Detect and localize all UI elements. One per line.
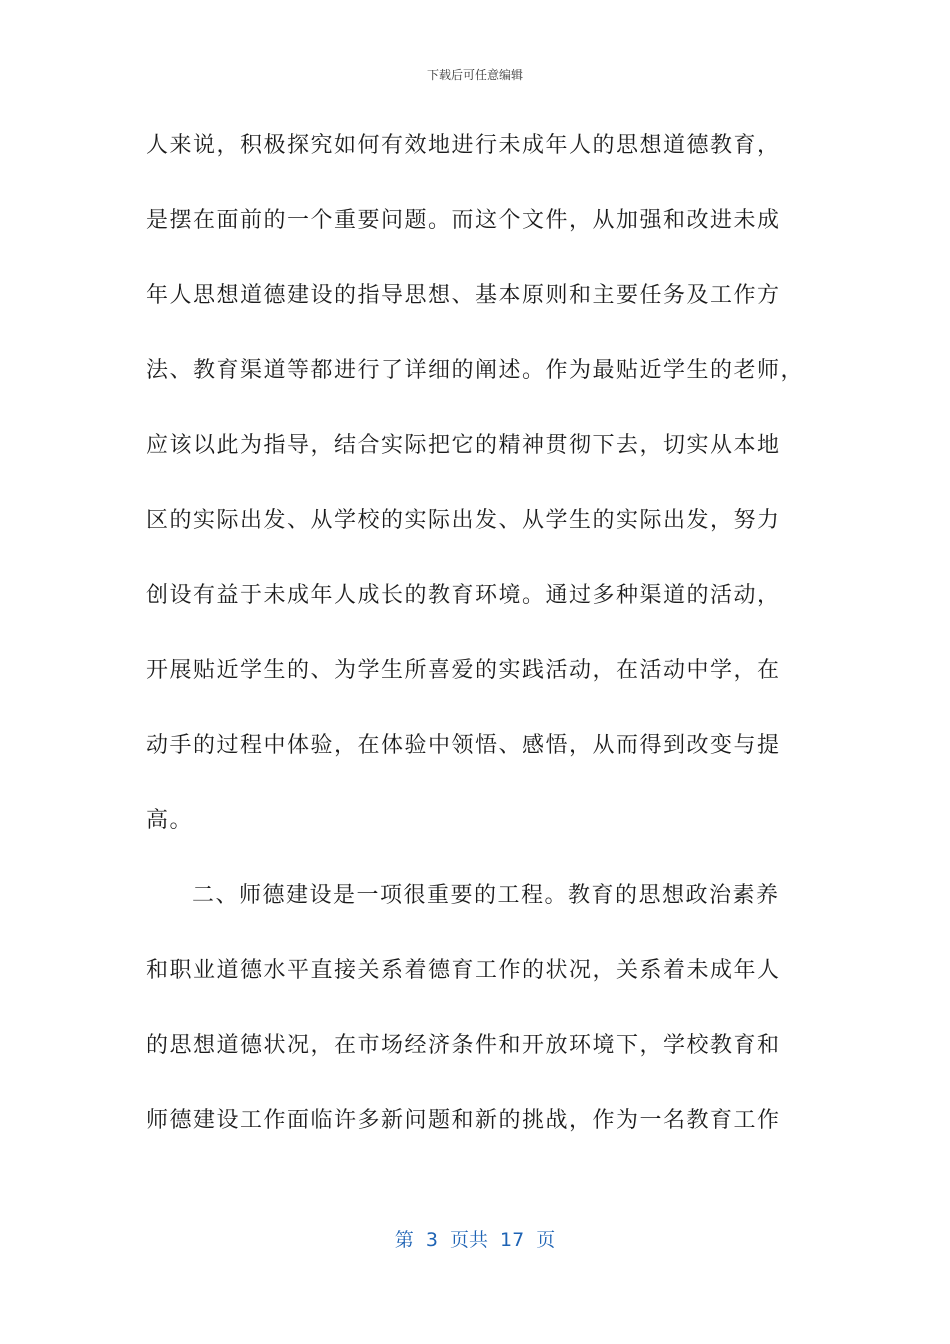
text-line: 年人思想道德建设的指导思想、基本原则和主要任务及工作方: [146, 283, 781, 308]
text-line: 应该以此为指导，结合实际把它的精神贯彻下去，切实从本地: [146, 433, 781, 458]
text-line: 开展贴近学生的、为学生所喜爱的实践活动，在活动中学，在: [146, 658, 781, 683]
text-line: 高。: [146, 808, 194, 833]
text-line: 人来说，积极探究如何有效地进行未成年人的思想道德教育，: [146, 133, 781, 158]
section-heading-line: 二、师德建设是一项很重要的工程。教育的思想政治素养: [192, 883, 780, 908]
text-line: 法、教育渠道等都进行了详细的阐述。作为最贴近学生的老师，: [146, 358, 805, 383]
text-line: 区的实际出发、从学校的实际出发、从学生的实际出发，努力: [146, 508, 781, 533]
page-number-footer: 第 3 页共 17 页: [394, 1229, 556, 1251]
text-line: 创设有益于未成年人成长的教育环境。通过多种渠道的活动，: [146, 583, 781, 608]
text-line: 师德建设工作面临许多新问题和新的挑战，作为一名教育工作: [146, 1108, 781, 1133]
text-line: 和职业道德水平直接关系着德育工作的状况，关系着未成年人: [146, 958, 781, 983]
text-line: 的思想道德状况，在市场经济条件和开放环境下，学校教育和: [146, 1033, 781, 1058]
page-header: 下载后可任意编辑: [426, 68, 523, 82]
text-line: 是摆在面前的一个重要问题。而这个文件，从加强和改进未成: [146, 208, 781, 233]
document-body: [146, 120, 810, 1170]
text-line: 动手的过程中体验，在体验中领悟、感悟，从而得到改变与提: [146, 733, 781, 758]
